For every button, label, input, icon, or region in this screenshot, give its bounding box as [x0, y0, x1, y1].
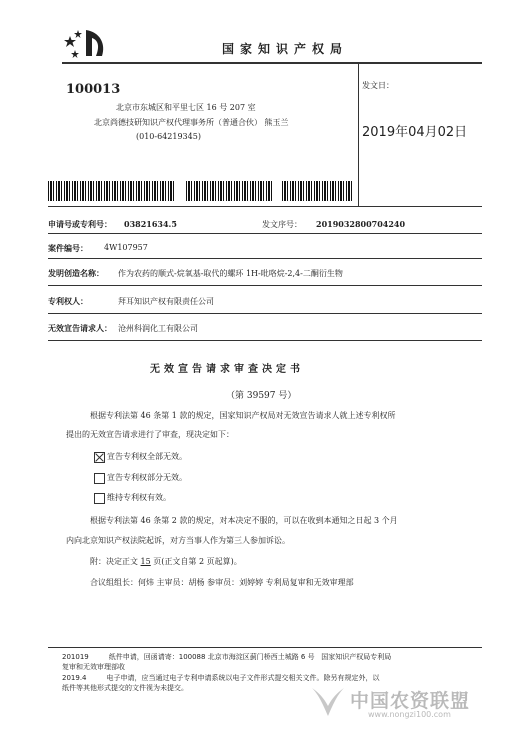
- para2-line2: 内向北京知识产权法院起诉，对方当事人作为第三人参加诉讼。: [66, 536, 290, 545]
- dispatch-date: 2019年04月02日: [362, 125, 468, 140]
- attach-prefix: 附：决定正文: [90, 557, 141, 566]
- cnipa-logo: [62, 26, 106, 60]
- header-rule: [62, 62, 482, 64]
- address-line-2: 北京尚德技研知识产权代理事务所（普通合伙） 熊玉兰: [94, 118, 289, 127]
- invention-value: 作为农药的顺式-烷氧基-取代的螺环 1H-吡咯烷-2,4-二酮衍生物: [118, 269, 343, 278]
- attachment-note: [90, 556, 242, 567]
- attach-pages: 15: [140, 557, 151, 566]
- para1-line1: 根据专利法第 46 条第 1 款的规定，国家知识产权局对无效宣告请求人就上述专利权所: [90, 411, 396, 420]
- patentee-value: 拜耳知识产权有限责任公司: [118, 297, 214, 306]
- table-rule-3: [48, 285, 482, 286]
- decision-title: 无效宣告请求审查决定书: [150, 364, 304, 375]
- checkbox-checked: [94, 452, 105, 463]
- para1-line2: 提出的无效宣告请求进行了审查，现决定如下：: [66, 430, 234, 439]
- app-no-label: 申请号或专利号：: [48, 219, 112, 229]
- office-name: 国家知识产权局: [222, 42, 349, 56]
- attach-suffix: 页(正文自第 2 页起算)。: [150, 557, 242, 566]
- watermark-brand: 中国农资联盟: [350, 690, 471, 712]
- footer-line-2: 复审和无效审理部收: [62, 663, 125, 671]
- option-label: 维持专利权有效。: [107, 493, 171, 502]
- footer-line-3: 2019.4 电子申请，应当通过电子专利申请系统以电子文件形式提交相关文件。除另有规定外，以: [62, 674, 380, 682]
- table-rule-4: [48, 313, 482, 314]
- address-line-3: (010-64219345): [136, 132, 201, 141]
- postal-code: 100013: [66, 82, 121, 97]
- watermark-logo-icon: [308, 684, 348, 720]
- case-value: 4W107957: [104, 243, 148, 252]
- dispatch-label: 发文日：: [362, 81, 394, 90]
- address-line-1: 北京市东城区和平里七区 16 号 207 室: [116, 103, 256, 112]
- footer-line-4: 纸件等其他形式提交的文件视为未提交。: [62, 684, 188, 692]
- date-box-divider: [358, 63, 359, 206]
- case-label: 案件编号：: [48, 243, 88, 253]
- panel-members: 合议组组长：何炜 主审员：胡杨 参审员：刘婷婷 专利局复审和无效审理部: [90, 578, 354, 587]
- patentee-label: 专利权人：: [48, 296, 88, 306]
- requester-label: 无效宣告请求人：: [48, 323, 112, 333]
- decision-number: （第 39597 号）: [226, 391, 297, 401]
- serial-value: 2019032800704240: [316, 219, 406, 229]
- option-maintain: [94, 492, 171, 504]
- watermark-url: www.nongzi100.com: [368, 710, 451, 719]
- footer-rule: [48, 647, 482, 648]
- table-rule-1: [48, 233, 482, 234]
- barcode-2: [186, 181, 272, 201]
- requester-value: 沧州科润化工有限公司: [118, 324, 198, 333]
- para2-line1: 根据专利法第 46 条第 2 款的规定，对本决定不服的，可以在收到本通知之日起 3 个月: [90, 516, 398, 525]
- table-rule-top: [48, 206, 482, 207]
- footer-line-1: 201019 纸件申请，回函请寄：100088 北京市海淀区蓟门桥西土城路 6 号 国家知识产权局专利局: [62, 653, 392, 661]
- option-label: 宣告专利权全部无效。: [107, 452, 187, 461]
- barcode-3: [282, 181, 354, 201]
- app-no-value: 03821634.5: [124, 219, 177, 229]
- checkbox-empty: [94, 473, 105, 484]
- table-rule-5: [48, 340, 482, 341]
- option-invalid-all: [94, 451, 187, 463]
- option-label: 宣告专利权部分无效。: [107, 473, 187, 482]
- option-invalid-part: [94, 472, 187, 484]
- invention-label: 发明创造名称：: [48, 268, 104, 278]
- serial-label: 发文序号：: [262, 220, 302, 229]
- checkbox-empty: [94, 493, 105, 504]
- barcode-1: [48, 181, 176, 201]
- table-rule-2: [48, 258, 482, 259]
